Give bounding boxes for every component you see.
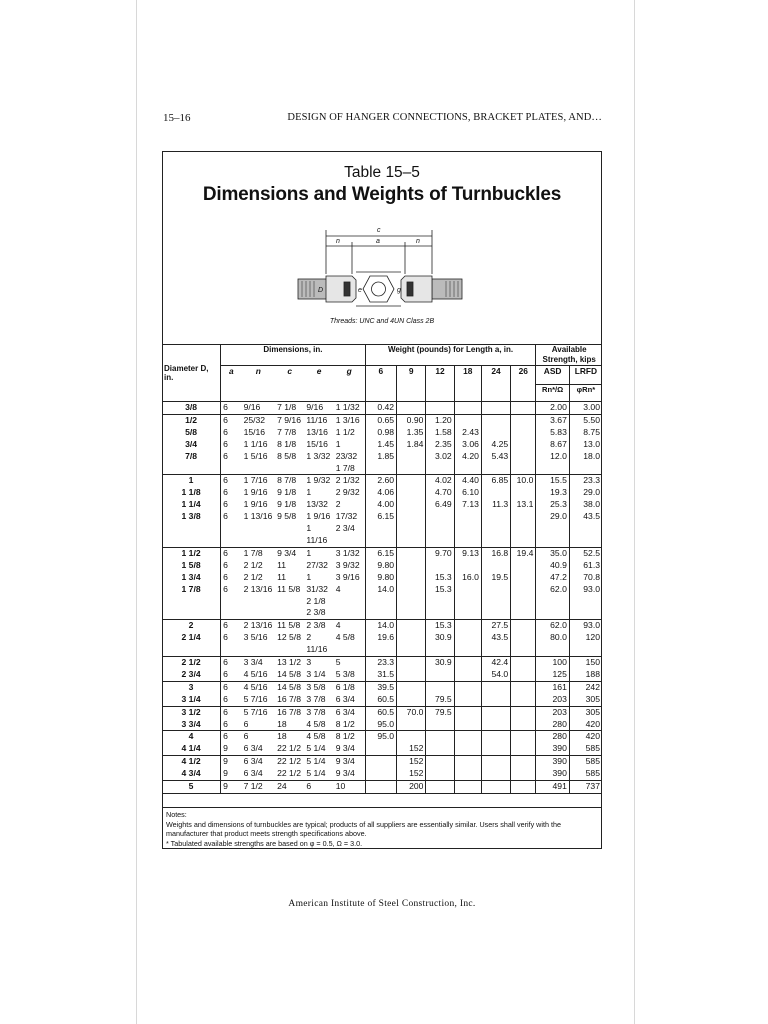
col-header-w6: 6 [365, 366, 396, 402]
cell-asd: 62.0 80.0 [536, 620, 570, 657]
cell-lrfd: 52.5 61.3 70.8 93.0 [569, 547, 602, 619]
diameter-cell: 1/2 5/8 3/4 7/8 [162, 414, 221, 475]
cell-g: 6 3/4 8 1/2 [334, 706, 365, 731]
cell-g: 1 3/16 1 1/2 1 23/32 1 7/8 [334, 414, 365, 475]
diameter-cell: 1 1/2 1 5/8 1 3/4 1 7/8 [162, 547, 221, 619]
cell-w18 [454, 731, 481, 756]
cell-asd: 280 390 [536, 731, 570, 756]
cell-asd: 491 [536, 781, 570, 794]
cell-w24 [481, 781, 510, 794]
cell-w12: 30.9 [426, 657, 454, 682]
cell-w6 [365, 756, 396, 781]
cell-lrfd: 242 305 [569, 681, 602, 706]
cell-w6: 2.60 4.06 4.00 6.15 [365, 475, 396, 547]
cell-c: 11 5/8 12 5/8 [275, 620, 304, 657]
cell-n: 6 3/4 6 3/4 [242, 756, 276, 781]
col-header-dimensions: Dimensions, in. [221, 345, 366, 366]
cell-e: 4 5/8 5 1/4 [304, 731, 333, 756]
diameter-cell: 3 1/2 3 3/4 [162, 706, 221, 731]
cell-c: 14 5/8 16 7/8 [275, 681, 304, 706]
diameter-cell: 4 1/2 4 3/4 [162, 756, 221, 781]
cell-g: 6 1/8 6 3/4 [334, 681, 365, 706]
table-row [162, 402, 602, 415]
cell-w18: 9.13 16.0 [454, 547, 481, 619]
cell-c: 9 3/4 11 11 11 5/8 [275, 547, 304, 619]
cell-lrfd: 23.3 29.0 38.0 43.5 [569, 475, 602, 547]
cell-w12 [426, 402, 454, 415]
cell-a: 6 6 6 6 [221, 547, 242, 619]
cell-g: 5 5 3/8 [334, 657, 365, 682]
table-row [162, 756, 602, 781]
cell-w26 [511, 781, 536, 794]
cell-n: 4 5/16 5 7/16 [242, 681, 276, 706]
table-number: Table 15–5 [344, 164, 420, 181]
cell-w18 [454, 681, 481, 706]
cell-w24 [481, 756, 510, 781]
cell-c: 13 1/2 14 5/8 [275, 657, 304, 682]
cell-c: 8 7/8 9 1/8 9 1/8 9 5/8 [275, 475, 304, 547]
cell-w6: 0.65 0.98 1.45 1.85 [365, 414, 396, 475]
cell-n: 1 7/8 2 1/2 2 1/2 2 13/16 [242, 547, 276, 619]
col-header-w24: 24 [481, 366, 510, 402]
cell-c: 18 22 1/2 [275, 731, 304, 756]
cell-lrfd: 5.50 8.75 13.0 18.0 [569, 414, 602, 475]
diameter-cell: 3 3 1/4 [162, 681, 221, 706]
table-row [162, 657, 602, 682]
diameter-cell: 3/8 [162, 402, 221, 415]
cell-g: 3 1/32 3 9/32 3 9/16 4 [334, 547, 365, 619]
cell-w18: 2.43 3.06 4.20 [454, 414, 481, 475]
cell-asd: 100 125 [536, 657, 570, 682]
col-header-asd-sub: Rn*/Ω [536, 385, 570, 402]
page-fold-left [136, 0, 137, 1024]
col-header-asd: ASD [536, 366, 570, 385]
cell-w12: 79.5 [426, 706, 454, 731]
cell-e: 9/16 [304, 402, 333, 415]
col-header-e: e [304, 366, 333, 402]
page-number: 15–16 [163, 112, 191, 124]
cell-w6: 60.5 95.0 [365, 706, 396, 731]
col-header-w26: 26 [511, 366, 536, 402]
cell-e: 3 7/8 4 5/8 [304, 706, 333, 731]
cell-a: 6 6 [221, 657, 242, 682]
cell-w6: 95.0 [365, 731, 396, 756]
cell-w24: 27.5 43.5 [481, 620, 510, 657]
cell-w6 [365, 781, 396, 794]
page-fold-right [634, 0, 635, 1024]
table-row [162, 475, 602, 547]
dim-label-n-left: n [336, 238, 340, 245]
notes-rule [162, 807, 602, 808]
cell-w26 [511, 657, 536, 682]
cell-w12 [426, 781, 454, 794]
cell-w12 [426, 756, 454, 781]
cell-lrfd: 3.00 [569, 402, 602, 415]
cell-w9: 70.0 [397, 706, 426, 731]
cell-w18 [454, 657, 481, 682]
cell-w26: 10.0 13.1 [511, 475, 536, 547]
cell-w9: 152 152 [397, 756, 426, 781]
cell-w6: 39.5 60.5 [365, 681, 396, 706]
cell-w26 [511, 402, 536, 415]
table-row [162, 620, 602, 657]
cell-w18 [454, 402, 481, 415]
cell-w9: 152 [397, 731, 426, 756]
cell-n: 6 6 3/4 [242, 731, 276, 756]
cell-w24: 16.8 19.5 [481, 547, 510, 619]
page-footer [162, 899, 602, 909]
diameter-cell: 4 4 1/4 [162, 731, 221, 756]
col-header-diameter: Diameter D, in. [162, 345, 221, 402]
cell-w26: 19.4 [511, 547, 536, 619]
cell-c: 7 9/16 7 7/8 8 1/8 8 5/8 [275, 414, 304, 475]
table-row [162, 706, 602, 731]
cell-a: 6 9 [221, 731, 242, 756]
cell-a: 9 [221, 781, 242, 794]
col-header-w9: 9 [397, 366, 426, 402]
cell-asd: 203 280 [536, 706, 570, 731]
cell-w24: 6.85 11.3 [481, 475, 510, 547]
dim-label-n-right: n [416, 238, 420, 245]
turnbuckle-table [162, 344, 602, 794]
dim-label-e: e [358, 287, 362, 294]
cell-w9: 0.90 1.35 1.84 [397, 414, 426, 475]
cell-w18 [454, 756, 481, 781]
cell-w12 [426, 731, 454, 756]
col-header-weight: Weight (pounds) for Length a, in. [365, 345, 536, 366]
cell-asd: 161 203 [536, 681, 570, 706]
cell-w24 [481, 731, 510, 756]
running-head: DESIGN OF HANGER CONNECTIONS, BRACKET PLATES, AND… [287, 112, 602, 123]
cell-w12: 9.70 15.3 15.3 [426, 547, 454, 619]
table-row [162, 781, 602, 794]
cell-g: 9 3/4 9 3/4 [334, 756, 365, 781]
notes-text-2: * Tabulated available strengths are based on φ = 0.5, Ω = 3.0. [166, 838, 363, 848]
cell-w12: 4.02 4.70 6.49 [426, 475, 454, 547]
cell-w6: 23.3 31.5 [365, 657, 396, 682]
dim-label-c: c [377, 227, 381, 234]
col-header-available-strength: Available Strength, kips [536, 345, 602, 366]
cell-w6: 6.15 9.80 9.80 14.0 [365, 547, 396, 619]
cell-e: 6 [304, 781, 333, 794]
cell-a: 6 [221, 402, 242, 415]
cell-w9 [397, 657, 426, 682]
cell-w6: 14.0 19.6 [365, 620, 396, 657]
table-row [162, 414, 602, 475]
cell-asd: 15.5 19.3 25.3 29.0 [536, 475, 570, 547]
cell-asd: 3.67 5.83 8.67 12.0 [536, 414, 570, 475]
cell-n: 3 3/4 4 5/16 [242, 657, 276, 682]
cell-w24 [481, 402, 510, 415]
table-row [162, 547, 602, 619]
figure-caption: Threads: UNC and 4UN Class 2B [329, 318, 435, 325]
diameter-cell: 1 1 1/8 1 1/4 1 3/8 [162, 475, 221, 547]
cell-n: 7 1/2 [242, 781, 276, 794]
cell-w9 [397, 402, 426, 415]
col-header-c: c [275, 366, 304, 402]
cell-w6: 0.42 [365, 402, 396, 415]
cell-a: 9 9 [221, 756, 242, 781]
cell-e: 2 3/8 2 11/16 [304, 620, 333, 657]
cell-w18: 4.40 6.10 7.13 [454, 475, 481, 547]
cell-w9 [397, 681, 426, 706]
cell-w26 [511, 620, 536, 657]
col-header-a: a [221, 366, 242, 402]
dim-label-d: D [318, 287, 324, 294]
col-header-w12: 12 [426, 366, 454, 402]
cell-lrfd: 737 [569, 781, 602, 794]
cell-w18 [454, 620, 481, 657]
cell-w9: 200 [397, 781, 426, 794]
table-notes [166, 810, 598, 848]
cell-w26 [511, 756, 536, 781]
cell-a: 6 6 [221, 706, 242, 731]
cell-g: 10 [334, 781, 365, 794]
cell-e: 1 9/32 1 13/32 1 9/16 1 11/16 [304, 475, 333, 547]
cell-n: 5 7/16 6 [242, 706, 276, 731]
dim-label-g: g [397, 287, 401, 294]
cell-w24 [481, 706, 510, 731]
cell-n: 1 7/16 1 9/16 1 9/16 1 13/16 [242, 475, 276, 547]
cell-e: 11/16 13/16 15/16 1 3/32 [304, 414, 333, 475]
col-header-lrfd-sub: φRn* [569, 385, 602, 402]
notes-text-1: Weights and dimensions of turnbuckles are typical; products of all suppliers are essentially similar. Users shall verify with the manufacturer that product meets strength specifications above. [166, 819, 561, 839]
diameter-cell: 5 [162, 781, 221, 794]
cell-e: 3 5/8 3 7/8 [304, 681, 333, 706]
cell-c: 22 1/2 22 1/2 [275, 756, 304, 781]
table-row [162, 681, 602, 706]
cell-w24 [481, 681, 510, 706]
diameter-cell: 2 2 1/4 [162, 620, 221, 657]
dim-label-a: a [376, 238, 380, 245]
cell-asd: 390 390 [536, 756, 570, 781]
cell-w26 [511, 731, 536, 756]
publisher-name: American Institute of Steel Construction, Inc. [288, 899, 476, 909]
col-header-lrfd: LRFD [569, 366, 602, 385]
cell-w26 [511, 414, 536, 475]
col-header-w18: 18 [454, 366, 481, 402]
cell-n: 25/32 15/16 1 1/16 1 5/16 [242, 414, 276, 475]
cell-w18 [454, 781, 481, 794]
cell-g: 2 1/32 2 9/32 2 17/32 2 3/4 [334, 475, 365, 547]
cell-w12: 15.3 30.9 [426, 620, 454, 657]
cell-lrfd: 305 420 [569, 706, 602, 731]
cell-a: 6 6 6 6 [221, 414, 242, 475]
cell-c: 16 7/8 18 [275, 706, 304, 731]
turnbuckle-diagram [290, 224, 470, 316]
col-header-n: n [242, 366, 276, 402]
table-title: Dimensions and Weights of Turnbuckles [202, 184, 562, 205]
notes-heading: Notes: [166, 810, 187, 819]
cell-a: 6 6 6 6 [221, 475, 242, 547]
cell-c: 24 [275, 781, 304, 794]
cell-w9 [397, 620, 426, 657]
cell-asd: 2.00 [536, 402, 570, 415]
cell-w26 [511, 706, 536, 731]
cell-e: 1 27/32 1 31/32 2 1/8 2 3/8 [304, 547, 333, 619]
cell-e: 5 1/4 5 1/4 [304, 756, 333, 781]
cell-a: 6 6 [221, 620, 242, 657]
cell-asd: 35.0 40.9 47.2 62.0 [536, 547, 570, 619]
cell-w9 [397, 547, 426, 619]
cell-w24: 4.25 5.43 [481, 414, 510, 475]
cell-w26 [511, 681, 536, 706]
cell-g: 1 1/32 [334, 402, 365, 415]
cell-w9 [397, 475, 426, 547]
cell-w12: 79.5 [426, 681, 454, 706]
cell-n: 2 13/16 3 5/16 [242, 620, 276, 657]
cell-g: 8 1/2 9 3/4 [334, 731, 365, 756]
cell-w18 [454, 706, 481, 731]
cell-w12: 1.20 1.58 2.35 3.02 [426, 414, 454, 475]
cell-n: 9/16 [242, 402, 276, 415]
col-header-g: g [334, 366, 365, 402]
cell-lrfd: 93.0 120 [569, 620, 602, 657]
cell-e: 3 3 1/4 [304, 657, 333, 682]
cell-lrfd: 150 188 [569, 657, 602, 682]
cell-lrfd: 585 585 [569, 756, 602, 781]
cell-a: 6 6 [221, 681, 242, 706]
cell-w24: 42.4 54.0 [481, 657, 510, 682]
diameter-cell: 2 1/2 2 3/4 [162, 657, 221, 682]
cell-c: 7 1/8 [275, 402, 304, 415]
cell-g: 4 4 5/8 [334, 620, 365, 657]
table-row [162, 731, 602, 756]
cell-lrfd: 420 585 [569, 731, 602, 756]
